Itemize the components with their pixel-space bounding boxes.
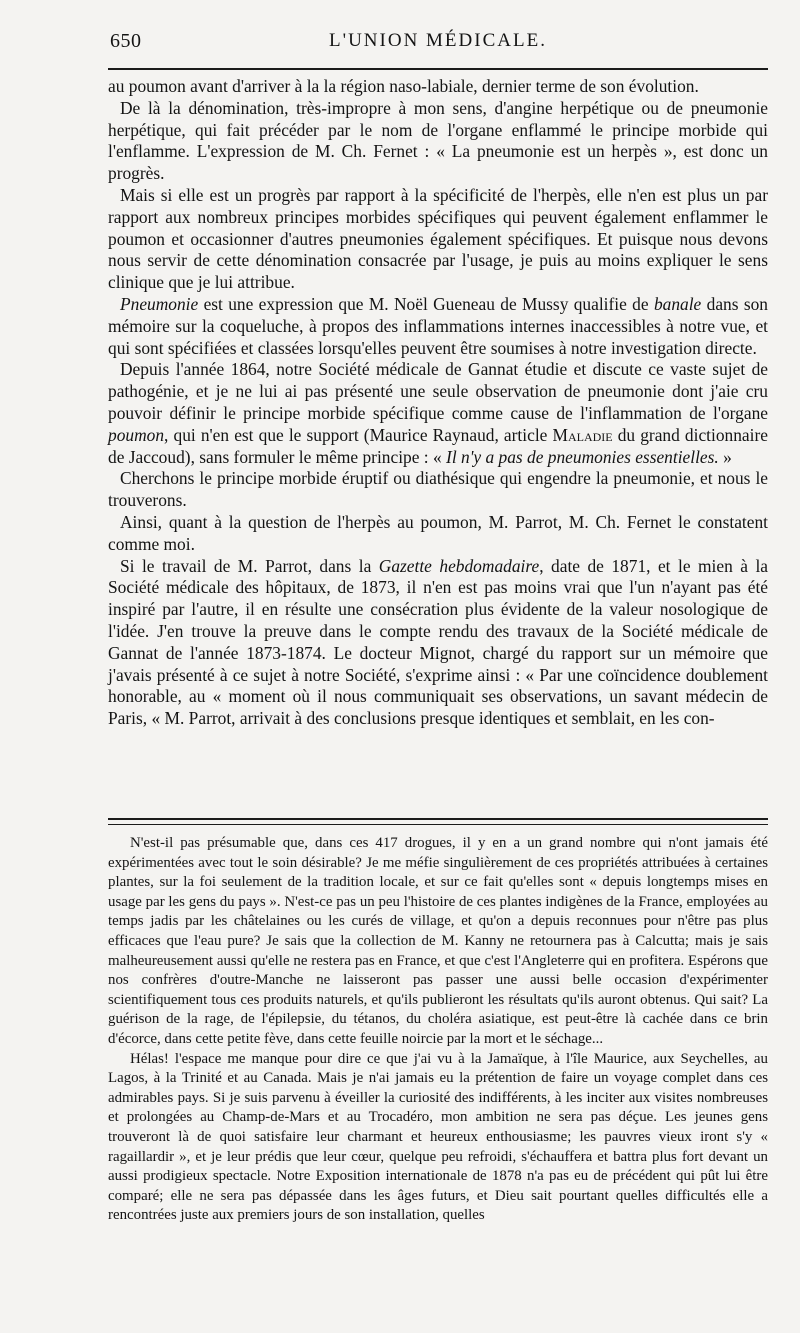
text-run: Depuis l'année 1864, notre Société médicale de Gannat étudie et discute ce vaste sujet de pathogénie, et je ne lui ai pas présenté une seule observation de pneumonie dont j'aie cru pouvoir définir le principe morbide spécifique comme cause de l'inflammation de l'organe [108, 359, 768, 423]
running-title: L'UNION MÉDICALE. [329, 30, 547, 51]
page-number: 650 [110, 30, 142, 52]
paragraph: Hélas! l'espace me manque pour dire ce que j'ai vu à la Jamaïque, à l'île Maurice, aux Seychelles, au Lagos, à la Trinité et au Canada. Mais je n'ai jamais eu la prétention de faire un voyage complet dans ces admirables pays. Si je suis parvenu à éveiller la curiosité des indifférents, à les inciter aux visites nombreuses et prolongées au Champ-de-Mars et au Trocadéro, mon ambition ne sera pas déçue. Les jeunes gens trouveront là de quoi satisfaire leur charmant et heureux enthousiasme; les pauvres vieux iront s'y « ragaillardir », et je leur prédis que leur cœur, quelque peu refroidi, s'échauffera et battra plus fort devant un aussi prodigieux spectacle. Notre Exposition internationale de 1878 n'a pas eu de précédent qui pût lui être comparé; elle ne sera pas dépassée dans les âges futurs, et Dieu sait pourtant quelles difficultés elle a rencontrées juste aux premiers jours de son installation, quelles [108, 1050, 768, 1224]
italic-quote: Il n'y a pas de pneumonies essentielles. [446, 446, 719, 467]
section-rule-thin [108, 824, 768, 825]
section-rule [108, 818, 768, 820]
italic-term: banale [653, 293, 702, 314]
paragraph [108, 359, 768, 468]
text-run: , qui n'en est que le support (Maurice Raynaud, article [164, 424, 553, 445]
paragraph: De là la dénomination, très-impropre à mon sens, d'angine herpétique ou de pneumonie herpétique, qui fait précéder par le nom de l'organe enflammé le principe morbide qui l'enflamme. L'expression de M. Ch. Fernet : « La pneumonie est un herpès », est donc un progrès. [108, 97, 768, 184]
paragraph: Ainsi, quant à la question de l'herpès au poumon, M. Parrot, M. Ch. Fernet le constatent comme moi. [108, 511, 768, 554]
paragraph [108, 294, 768, 359]
paragraph [108, 556, 768, 730]
text-run: du grand dictionnaire de Jaccoud), sans formuler le même principe : « [108, 424, 768, 467]
text-run: dans son mémoire sur la coqueluche, à propos des inflammations internes inaccessibles à notre vue, et qui sont spécifiées et classées lorsqu'elles peuvent être soumises à notre investigation directe. [108, 293, 768, 358]
header-rule [108, 68, 768, 70]
paragraph: au poumon avant d'arriver à la la région naso-labiale, dernier terme de son évolution. [108, 76, 699, 96]
italic-term: poumon [108, 424, 165, 445]
small-caps-term: Maladie [552, 424, 613, 445]
text-run: Si le travail de M. Parrot, dans la [120, 555, 379, 576]
italic-term: Pneumonie [120, 293, 199, 314]
paragraph: Cherchons le principe morbide éruptif ou diathésique qui engendre la pneumonie, et nous le trouverons. [108, 468, 768, 511]
italic-title: Gazette hebdomadaire [378, 555, 540, 576]
text-run: » [718, 446, 732, 467]
feuilleton-text [108, 834, 768, 1226]
main-text-column [108, 76, 768, 730]
paragraph: Mais si elle est un progrès par rapport à la spécificité de l'herpès, elle n'en est plus un par rapport aux nombreux principes morbides spécifiques qui peuvent également enflammer le poumon et occasionner d'autres pneumonies également spécifiques. Et puisque nous devons nous servir de cette dénomination consacrée par l'usage, je puis au moins expliquer le sens clinique que je lui attribue. [108, 184, 768, 293]
text-run: , date de 1871, et le mien à la Société médicale des hôpitaux, de 1873, il n'en est pas moins vrai que l'un n'ayant pas été inspiré par l'autre, il en résulte une consécration plus évidente de la valeur nosologique de l'idée. J'en trouve la preuve dans le compte rendu des travaux de la Société médicale de Gannat de l'année 1873-1874. Le docteur Mignot, chargé du rapport sur un mémoire que j'avais présenté à ce sujet à notre Société, s'exprime ainsi : « Par une coïncidence doublement honorable, au « moment où il nous communiquait ses observations, un savant médecin de Paris, « M. Parrot, arrivait à des conclusions presque identiques et semblait, en les con- [108, 555, 768, 729]
paragraph: N'est-il pas présumable que, dans ces 417 drogues, il y en a un grand nombre qui n'ont jamais été expérimentées avec tout le soin désirable? Je me méfie singulièrement de ces propriétés attribuées à certaines plantes, sur la foi seulement de la tradition locale, et sur ce fait qu'elles sont « depuis longtemps mises en usage par les gens du pays ». N'est-ce pas un peu l'histoire de ces plantes indigènes de la France, employées au temps jadis par les châtelaines ou les curés de village, et qu'on a depuis reconnues pour n'être pas plus efficaces que l'eau pure? Je sais que la collection de M. Kanny ne retournera pas à Calcutta; mais je sais malheureusement aussi qu'elle ne restera pas en France, et que c'est l'Angleterre qui en profitera. Espérons que nos confrères d'outre-Manche ne laisseront pas passer une aussi belle occasion d'expérimenter scientifiquement tous ces produits naturels, et qu'ils publieront les résultats qu'ils auront obtenus. Qui sait? La guérison de la rage, de l'épilepsie, du tétanos, du choléra asiatique, est peut-être là cachée dans ce brin d'écorce, dans cette petite fève, dans cette feuille noircie par la mort et le séchage... [108, 835, 768, 1047]
text-run: est une expression que M. Noël Gueneau de Mussy qualifie de [198, 293, 654, 314]
page-header [108, 30, 768, 64]
